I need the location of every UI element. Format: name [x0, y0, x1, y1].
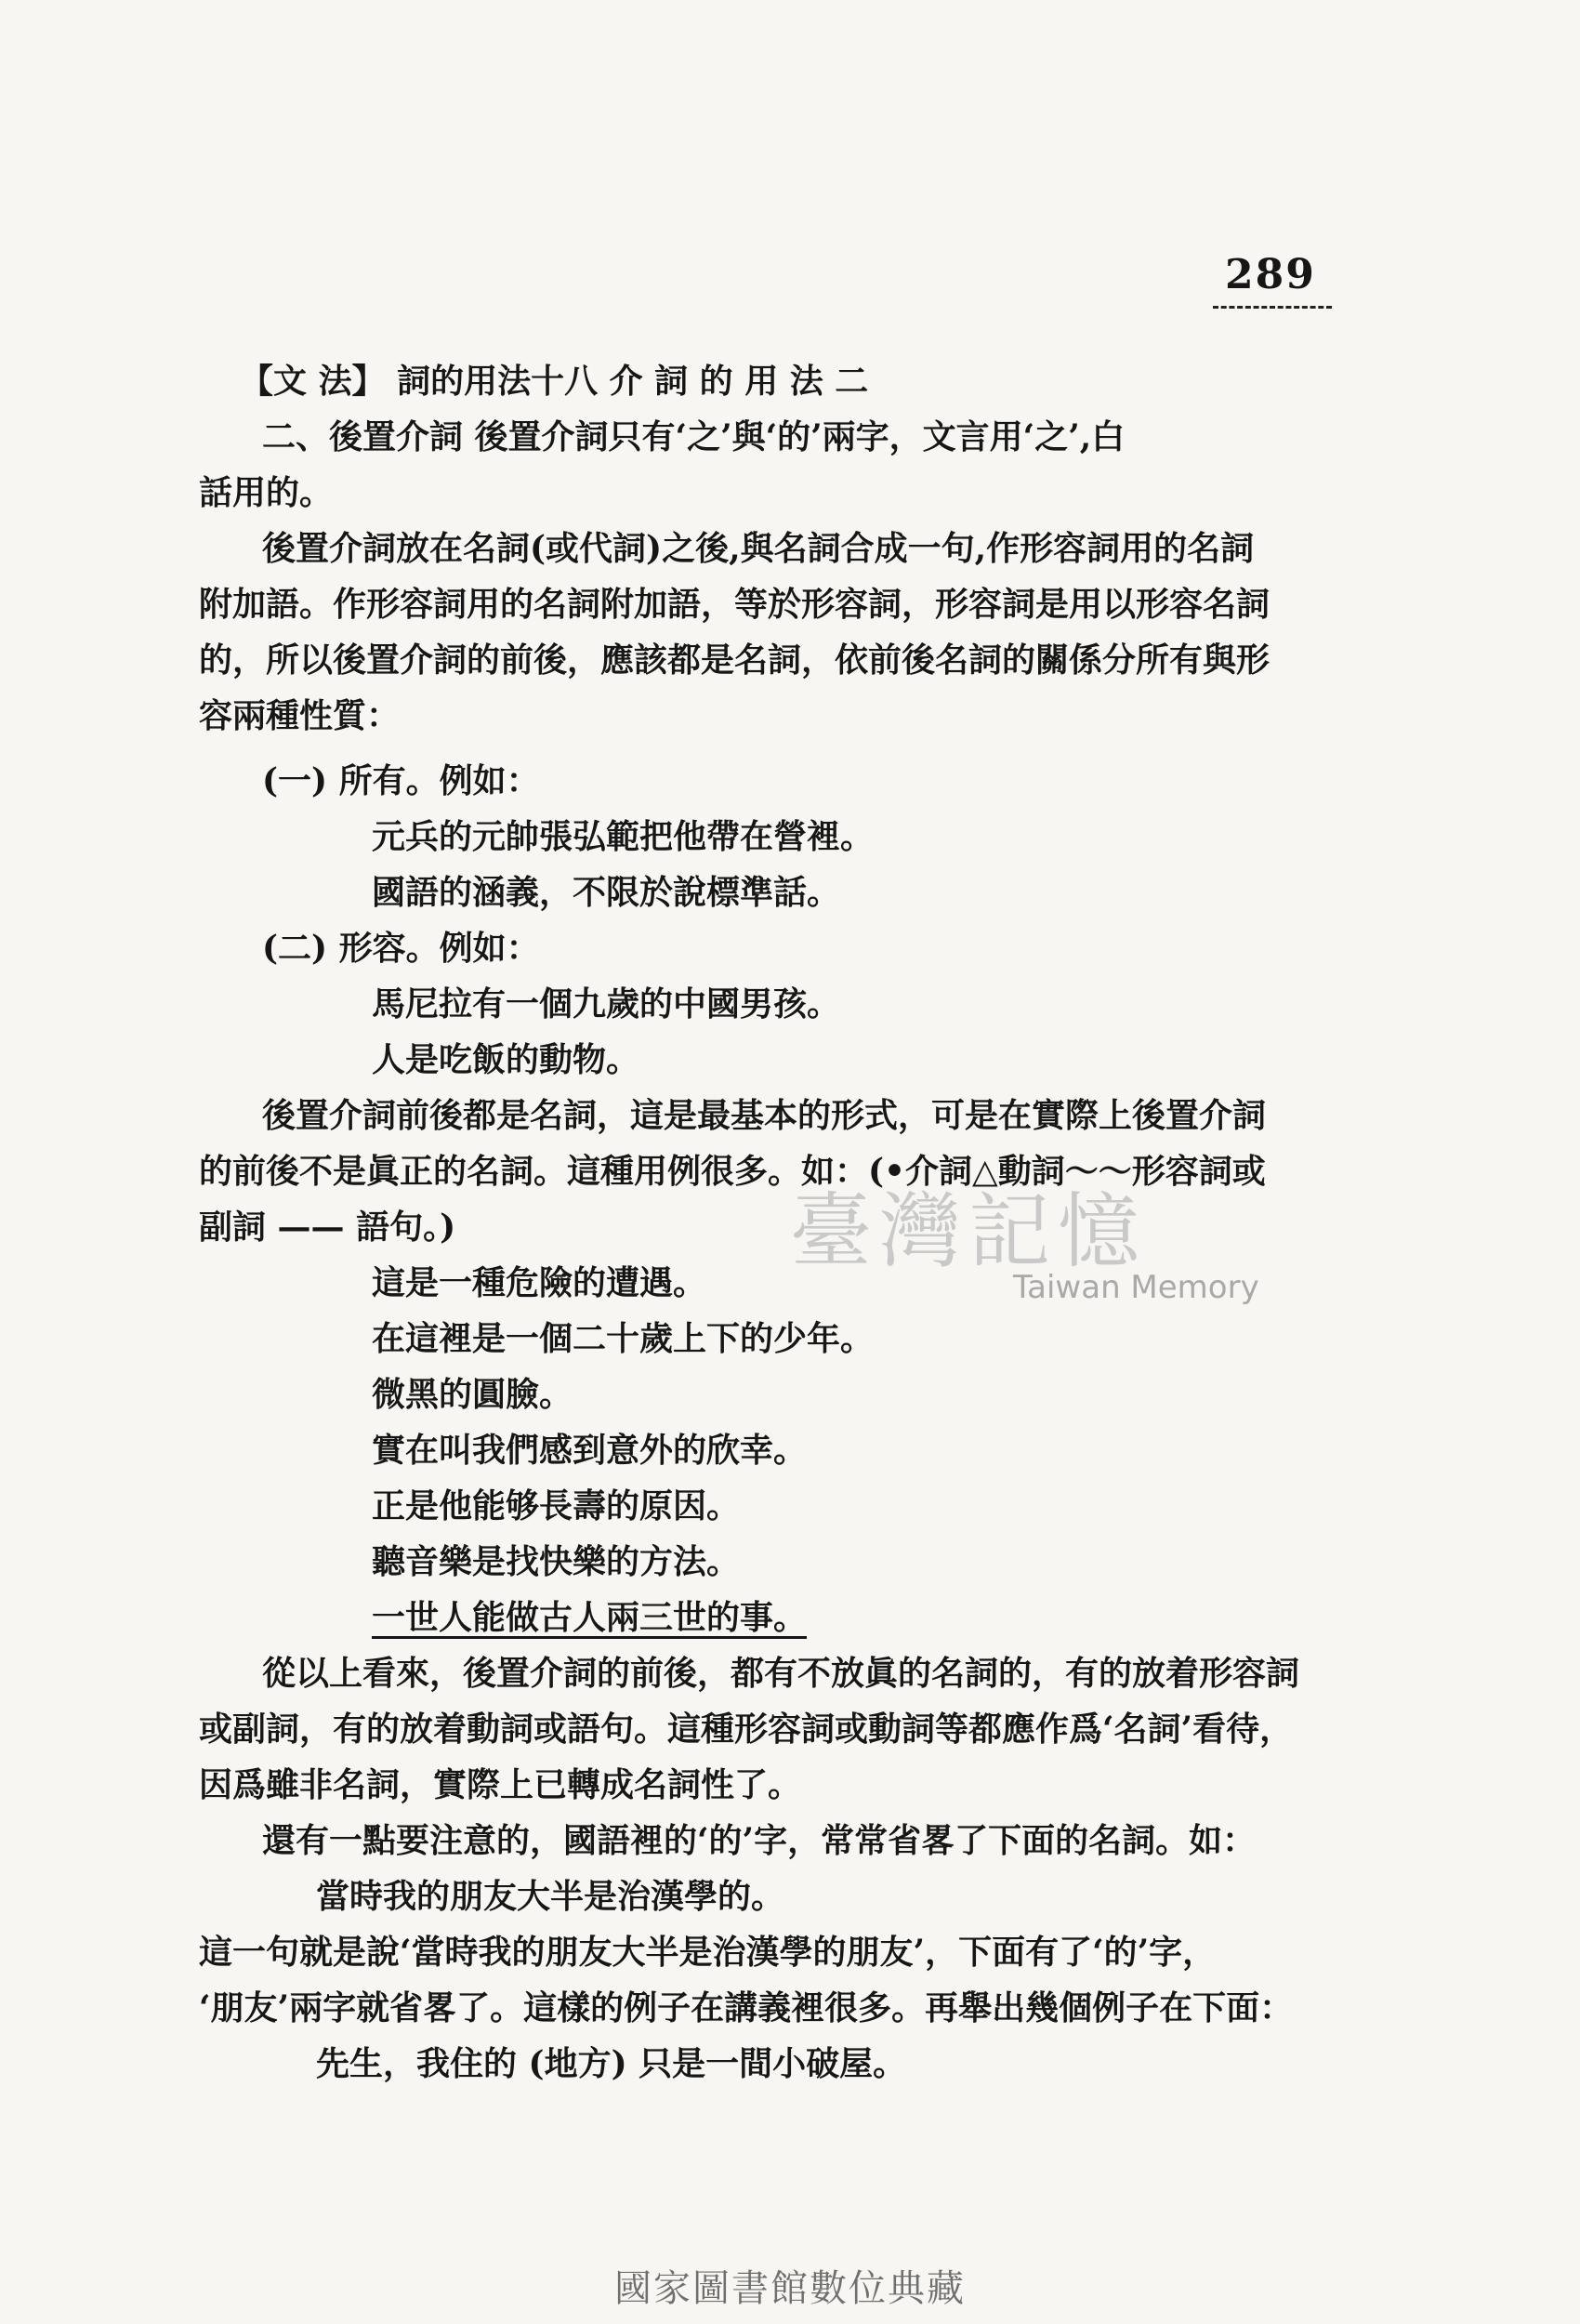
paragraph-line: 後置介詞放在名詞(或代詞)之後,與名詞合成一句,作形容詞用的名詞 [262, 529, 1255, 568]
example-sentence: 在這裡是一個二十歲上下的少年。 [372, 1319, 875, 1358]
subsection-label: (一) 所有。例如： [262, 761, 540, 800]
page-number: 289 [1225, 251, 1316, 298]
paragraph-line: 從以上看來，後置介詞的前後，都有不放眞的名詞的，有的放着形容詞 [262, 1654, 1300, 1693]
paragraph-line: 容兩種性質： [199, 696, 401, 735]
example-sentence: 國語的涵義，不限於說標準話。 [372, 873, 841, 912]
example-sentence: 聽音樂是找快樂的方法。 [372, 1542, 741, 1581]
paragraph-line: 副詞 —— 語句。) [199, 1208, 456, 1247]
paragraph-line: 這一句就是說‘當時我的朋友大半是治漢學的朋友’，下面有了‘的’字， [199, 1933, 1217, 1972]
paragraph-line: ‘朋友’兩字就省畧了。這樣的例子在講義裡很多。再舉出幾個例子在下面： [199, 1988, 1294, 2027]
section-heading: 【文 法】 詞的用法十八 介 詞 的 用 法 二 [240, 362, 869, 401]
paragraph-line: 的，所以後置介詞的前後，應該都是名詞，依前後名詞的關係分所有與形 [199, 640, 1271, 680]
watermark-english: Taiwan Memory [1013, 1269, 1259, 1306]
example-sentence: 馬尼拉有一個九歲的中國男孩。 [372, 984, 841, 1023]
paragraph-line: 後置介詞前後都是名詞，這是最基本的形式，可是在實際上後置介詞 [262, 1096, 1267, 1135]
paragraph-line: 或副詞，有的放着動詞或語句。這種形容詞或動詞等都應作爲‘名詞’看待， [199, 1710, 1294, 1749]
paragraph-line: 話用的。 [199, 473, 334, 512]
watermark-chinese: 臺灣記憶 [790, 1183, 1148, 1279]
footer-credit: 國家圖書館數位典藏 [614, 2267, 966, 2310]
paragraph-line: 還有一點要注意的，國語裡的‘的’字，常常省畧了下面的名詞。如： [262, 1821, 1257, 1860]
example-sentence: 正是他能够長壽的原因。 [372, 1486, 741, 1525]
example-sentence: 人是吃飯的動物。 [372, 1040, 640, 1079]
example-sentence: 微黑的圓臉。 [372, 1375, 573, 1414]
example-sentence: 一世人能做古人兩三世的事。 [372, 1598, 808, 1637]
example-sentence: 先生，我住的 (地方) 只是一間小破屋。 [316, 2044, 907, 2083]
example-sentence: 元兵的元帥張弘範把他帶在營裡。 [372, 817, 875, 856]
paragraph-line: 附加語。作形容詞用的名詞附加語，等於形容詞，形容詞是用以形容名詞 [199, 585, 1271, 624]
paragraph-line: 因爲雖非名詞，實際上已轉成名詞性了。 [199, 1765, 802, 1804]
paragraph-line: 二、後置介詞 後置介詞只有‘之’與‘的’兩字，文言用‘之’,白 [262, 417, 1126, 456]
subsection-label: (二) 形容。例如： [262, 929, 540, 968]
example-sentence: 實在叫我們感到意外的欣幸。 [372, 1431, 808, 1470]
page-number-rule [1213, 306, 1332, 309]
paragraph-line: 的前後不是眞正的名詞。這種用例很多。如：(•介詞△動詞～～形容詞或 [199, 1152, 1266, 1191]
example-sentence: 當時我的朋友大半是治漢學的。 [316, 1877, 785, 1916]
example-sentence: 這是一種危險的遭遇。 [372, 1263, 707, 1302]
watermark [790, 1167, 1273, 1315]
